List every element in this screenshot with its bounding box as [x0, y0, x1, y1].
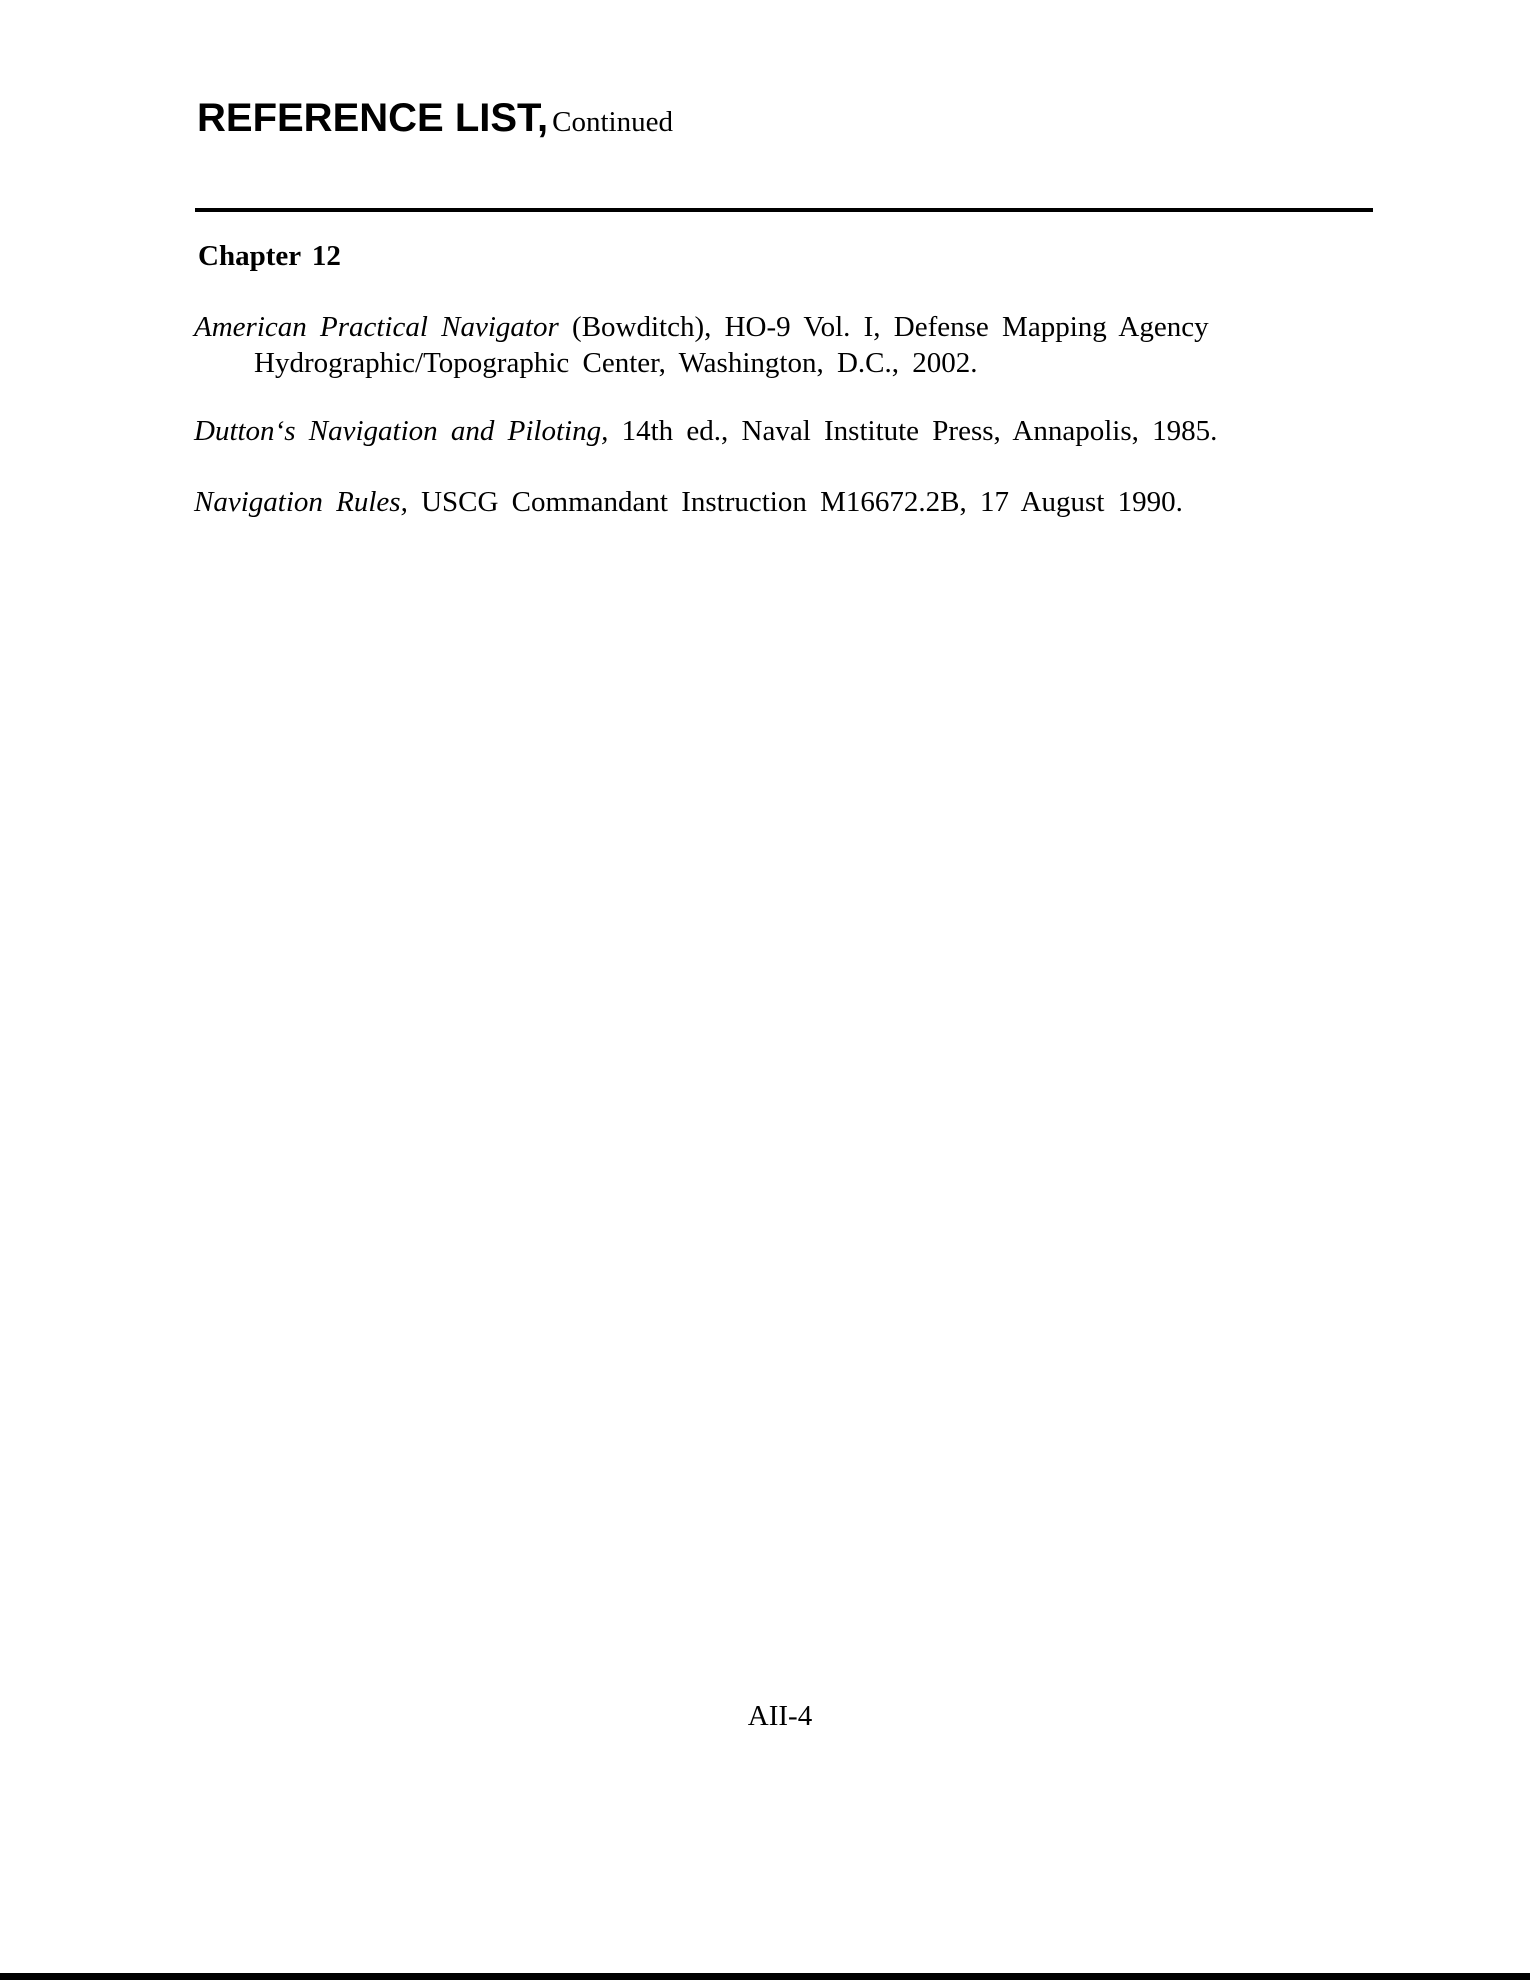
page-number: AII-4: [747, 1700, 813, 1732]
chapter-heading: Chapter 12: [198, 240, 341, 272]
reference-entry: [194, 484, 1183, 520]
page-title: REFERENCE LIST,: [197, 96, 549, 140]
reference-title: Dutton‘s Navigation and Piloting,: [194, 415, 609, 447]
page-heading: [197, 96, 673, 141]
reference-details: (Bowditch), HO-9 Vol. I, Defense Mapping Agency: [558, 311, 1209, 343]
reference-title: American Practical Navigator: [194, 311, 559, 343]
page-subtitle: Continued: [552, 106, 673, 138]
reference-title: Navigation Rules,: [194, 486, 408, 518]
reference-details-continued: Hydrographic/Topographic Center, Washington, D.C., 2002.: [254, 347, 978, 379]
bottom-border: [0, 1973, 1530, 1980]
reference-entry: [194, 309, 1209, 381]
reference-details: USCG Commandant Instruction M16672.2B, 17 August 1990.: [407, 486, 1183, 518]
reference-entry: [194, 413, 1217, 449]
heading-divider: [195, 208, 1373, 212]
reference-details: 14th ed., Naval Institute Press, Annapolis, 1985.: [608, 415, 1218, 447]
